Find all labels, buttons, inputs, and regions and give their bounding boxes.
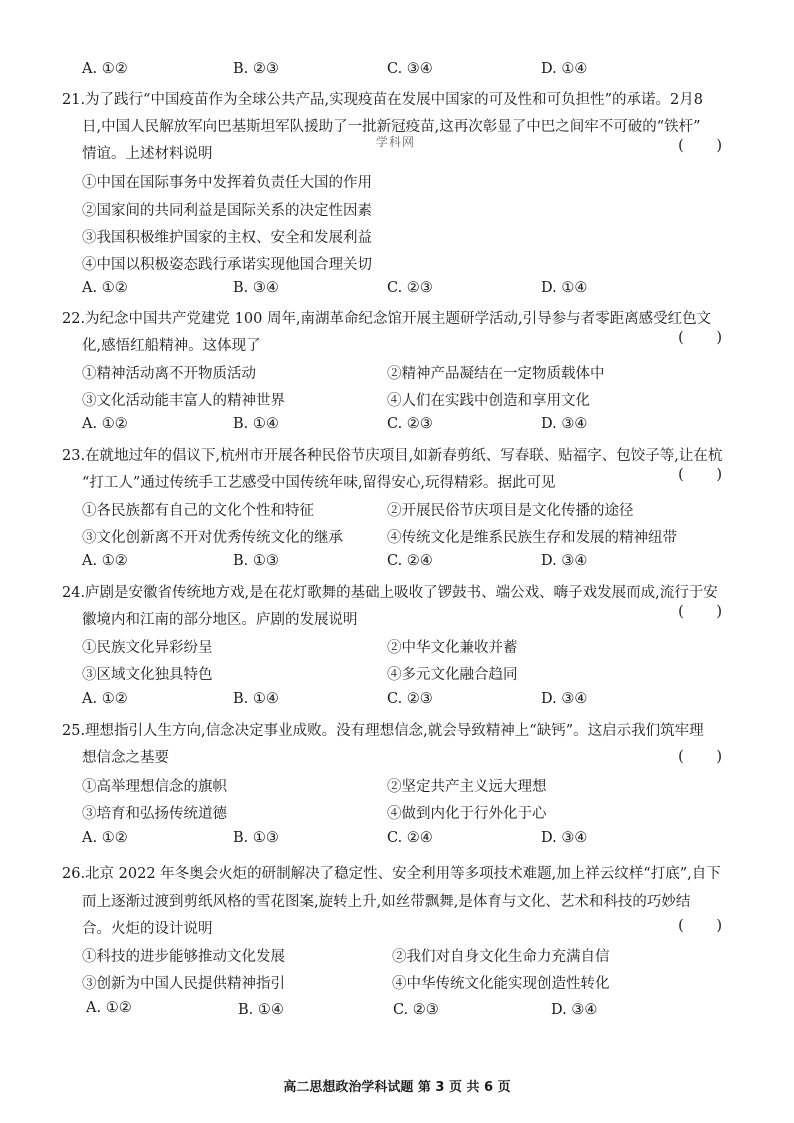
statement-item: ②我们对自身文化生命力充满自信: [392, 949, 610, 965]
option-d: D. ①④: [541, 61, 588, 77]
statement-item: ①科技的进步能够推动文化发展: [82, 949, 285, 965]
page-footer: 高二思想政治学科试题 第 3 页 共 6 页: [283, 1080, 511, 1095]
answer-parentheses: ( ): [678, 749, 736, 765]
statement-item: ③文化创新离不开对优秀传统文化的继承: [82, 530, 343, 546]
question-stem-line: 日,中国人民解放军向巴基斯坦军队援助了一批新冠疫苗,这再次彰显了中巴之间牢不可破的“铁杆”: [82, 119, 701, 135]
option-c: C. ②③: [387, 691, 433, 707]
option-a: A. ①②: [82, 830, 128, 846]
option-a: A. ①②: [82, 416, 128, 432]
option-d: D. ③④: [551, 1002, 598, 1018]
question-stem-line: 23.在就地过年的倡议下,杭州市开展各种民俗节庆项目,如新春剪纸、写春联、贴福字、包饺子等,让在杭: [62, 448, 723, 464]
option-b: B. ①③: [233, 553, 279, 569]
statement-item: ④中华传统文化能实现创造性转化: [392, 976, 610, 992]
statement-item: ①高举理想信念的旗帜: [82, 779, 227, 795]
option-a: A. ①②: [82, 691, 128, 707]
option-b: B. ③④: [233, 280, 279, 296]
answer-parentheses: ( ): [678, 330, 736, 346]
statement-item: ③我国积极维护国家的主权、安全和发展利益: [82, 230, 372, 246]
option-c: C. ②④: [387, 553, 433, 569]
option-a: A. ①②: [82, 553, 128, 569]
watermark: 学科网: [376, 135, 416, 149]
statement-item: ③区域文化独具特色: [82, 667, 213, 683]
question-stem-line: 21.为了践行“中国疫苗作为全球公共产品,实现疫苗在发展中国家的可及性和可负担性”的承诺。2月8: [62, 92, 703, 108]
question-stem-line: 合。火炬的设计说明: [82, 921, 213, 937]
question-stem-line: 徽境内和江南的部分地区。庐剧的发展说明: [82, 612, 358, 628]
option-d: D. ③④: [541, 553, 588, 569]
option-a: A. ①②: [82, 61, 128, 77]
statement-item: ④多元文化融合趋同: [387, 667, 518, 683]
option-c: C. ②③: [387, 280, 433, 296]
option-d: D. ③④: [541, 830, 588, 846]
statement-item: ③创新为中国人民提供精神指引: [82, 976, 285, 992]
statement-item: ①精神活动离不开物质活动: [82, 366, 256, 382]
answer-parentheses: ( ): [678, 467, 736, 483]
option-b: B. ①④: [238, 1002, 284, 1018]
answer-parentheses: ( ): [678, 138, 736, 154]
statement-item: ④做到内化于行外化于心: [387, 806, 547, 822]
statement-item: ①中国在国际事务中发挥着负责任大国的作用: [82, 175, 372, 191]
question-stem-line: 而上逐渐过渡到剪纸风格的雪花图案,旋转上升,如丝带飘舞,是体育与文化、艺术和科技的巧妙结: [82, 894, 691, 910]
option-a: A. ①②: [86, 1000, 132, 1016]
question-stem-line: 26.北京 2022 年冬奥会火炬的研制解决了稳定性、安全利用等多项技术难题,加上祥云纹样“打底”,自下: [62, 866, 721, 882]
option-d: D. ①④: [541, 280, 588, 296]
statement-item: ③文化活动能丰富人的精神世界: [82, 393, 285, 409]
option-c: C. ③④: [387, 61, 433, 77]
answer-parentheses: ( ): [678, 604, 736, 620]
option-c: C. ②③: [387, 416, 433, 432]
question-stem-line: “打工人”通过传统手工艺感受中国传统年味,留得安心,玩得精彩。据此可见: [82, 475, 556, 491]
option-d: D. ③④: [541, 691, 588, 707]
option-c: C. ②③: [393, 1002, 439, 1018]
statement-item: ③培育和弘扬传统道德: [82, 806, 227, 822]
statement-item: ④传统文化是维系民族生存和发展的精神纽带: [387, 530, 677, 546]
question-stem-line: 化,感悟红船精神。这体现了: [82, 338, 261, 354]
option-b: B. ②③: [233, 61, 279, 77]
statement-item: ②精神产品凝结在一定物质载体中: [387, 366, 605, 382]
option-b: B. ①④: [233, 416, 279, 432]
statement-item: ②坚定共产主义远大理想: [387, 779, 547, 795]
statement-item: ④人们在实践中创造和享用文化: [387, 393, 590, 409]
question-stem-line: 24.庐剧是安徽省传统地方戏,是在花灯歌舞的基础上吸收了锣鼓书、端公戏、嗨子戏发展而成,流行于安: [62, 585, 718, 601]
answer-parentheses: ( ): [678, 918, 736, 934]
option-b: B. ①③: [233, 830, 279, 846]
option-b: B. ①④: [233, 691, 279, 707]
statement-item: ④中国以积极姿态践行承诺实现他国合理关切: [82, 257, 372, 273]
question-stem-line: 想信念之基要: [82, 750, 169, 766]
statement-item: ①民族文化异彩纷呈: [82, 640, 213, 656]
statement-item: ②国家间的共同利益是国际关系的决定性因素: [82, 203, 372, 219]
question-stem-line: 25.理想指引人生方向,信念决定事业成败。没有理想信念,就会导致精神上“缺钙”。这启示我们筑牢理: [62, 723, 704, 739]
statement-item: ②中华文化兼收并蓄: [387, 640, 518, 656]
statement-item: ①各民族都有自己的文化个性和特征: [82, 503, 314, 519]
statement-item: ②开展民俗节庆项目是文化传播的途径: [387, 503, 634, 519]
option-a: A. ①②: [82, 280, 128, 296]
option-d: D. ③④: [541, 416, 588, 432]
question-stem-line: 22.为纪念中国共产党建党 100 周年,南湖革命纪念馆开展主题研学活动,引导参与者零距离感受红色文: [62, 311, 712, 327]
question-stem-line: 情谊。上述材料说明: [82, 146, 213, 162]
option-c: C. ②④: [387, 830, 433, 846]
